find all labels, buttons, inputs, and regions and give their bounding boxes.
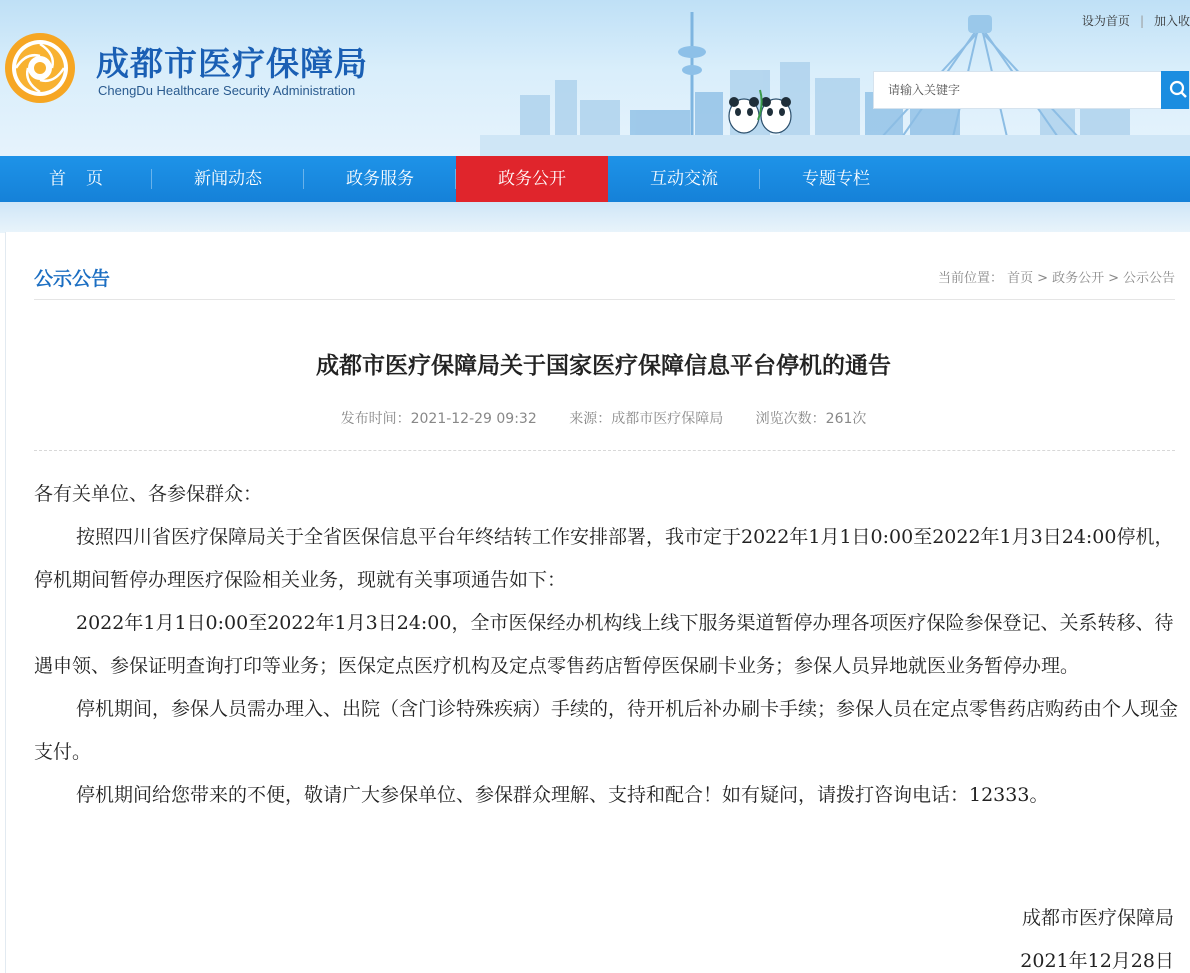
search-input[interactable]	[874, 72, 1161, 108]
article-greeting: 各有关单位、各参保群众：	[34, 483, 263, 505]
view-count: 浏览次数：261次	[755, 411, 867, 427]
top-links	[1082, 12, 1190, 29]
signature-org: 成都市医疗保障局	[1021, 907, 1174, 929]
set-homepage-link[interactable]: 设为首页	[1081, 14, 1130, 28]
panda-icon	[724, 86, 796, 138]
main-nav	[0, 156, 1190, 202]
nav-item-interaction[interactable]: 互动交流	[608, 156, 760, 202]
article-paragraph: 停机期间，参保人员需办理入、出院（含门诊特殊疾病）手续的，待开机后补办刷卡手续；参保人员在定点零售药店购药由个人现金支付。	[34, 698, 1179, 763]
nav-item-news[interactable]: 新闻动态	[152, 156, 304, 202]
nav-item-services[interactable]: 政务服务	[304, 156, 456, 202]
publish-time: 发布时间：2021-12-29 09:32	[340, 411, 537, 427]
section-header	[34, 262, 1175, 300]
emblem-icon	[4, 32, 76, 104]
signature-date: 2021年12月28日	[1020, 950, 1174, 972]
article-meta	[6, 408, 1190, 428]
article-signature	[1020, 897, 1174, 973]
article-paragraph: 2022年1月1日0:00至2022年1月3日24:00，全市医保经办机构线上线下服务渠道暂停办理各项医疗保险参保登记、关系转移、待遇申领、参保证明查询打印等业务；医保定点医疗机构及定点零售药店暂停医保刷卡业务；参保人员异地就医业务暂停办理。	[34, 612, 1174, 677]
breadcrumb-disclosure[interactable]: 政务公开	[1052, 271, 1105, 286]
breadcrumb	[938, 267, 1175, 286]
article-body	[34, 473, 1179, 817]
breadcrumb-announcements[interactable]: 公示公告	[1122, 271, 1175, 286]
breadcrumb-separator: >	[1037, 271, 1049, 286]
breadcrumb-prefix: 当前位置：	[937, 271, 1003, 286]
breadcrumb-home[interactable]: 首页	[1007, 271, 1034, 286]
top-links-separator: |	[1139, 14, 1144, 28]
nav-item-home[interactable]: 首页	[0, 156, 152, 202]
site-header	[0, 0, 1190, 156]
article-paragraph: 按照四川省医疗保障局关于全省医保信息平台年终结转工作安排部署，我市定于2022年1月1日0:00至2022年1月3日24:00停机，停机期间暂停办理医疗保险相关业务，现就有关事项通告如下：	[34, 526, 1174, 591]
article-paragraph: 停机期间给您带来的不便，敬请广大参保单位、参保群众理解、支持和配合！如有疑问，请拨打咨询电话：12333。	[76, 784, 1049, 806]
nav-shadow-band	[0, 202, 1190, 233]
add-favorite-link[interactable]: 加入收	[1153, 14, 1190, 28]
nav-item-topics[interactable]: 专题专栏	[802, 169, 870, 189]
breadcrumb-separator: >	[1108, 271, 1119, 286]
search-icon	[1167, 80, 1187, 100]
site-title: 成都市医疗保障局	[96, 44, 368, 83]
meta-divider	[34, 450, 1175, 451]
nav-item-disclosure[interactable]: 政务公开	[456, 156, 608, 202]
section-title: 公示公告	[34, 268, 111, 290]
content-panel	[5, 232, 1190, 973]
site-subtitle: ChengDu Healthcare Security Administration	[98, 83, 356, 98]
search-box	[873, 71, 1190, 109]
search-button[interactable]	[1161, 71, 1189, 109]
article-title: 成都市医疗保障局关于国家医疗保障信息平台停机的通告	[316, 353, 891, 379]
article-source: 来源：成都市医疗保障局	[569, 411, 724, 427]
